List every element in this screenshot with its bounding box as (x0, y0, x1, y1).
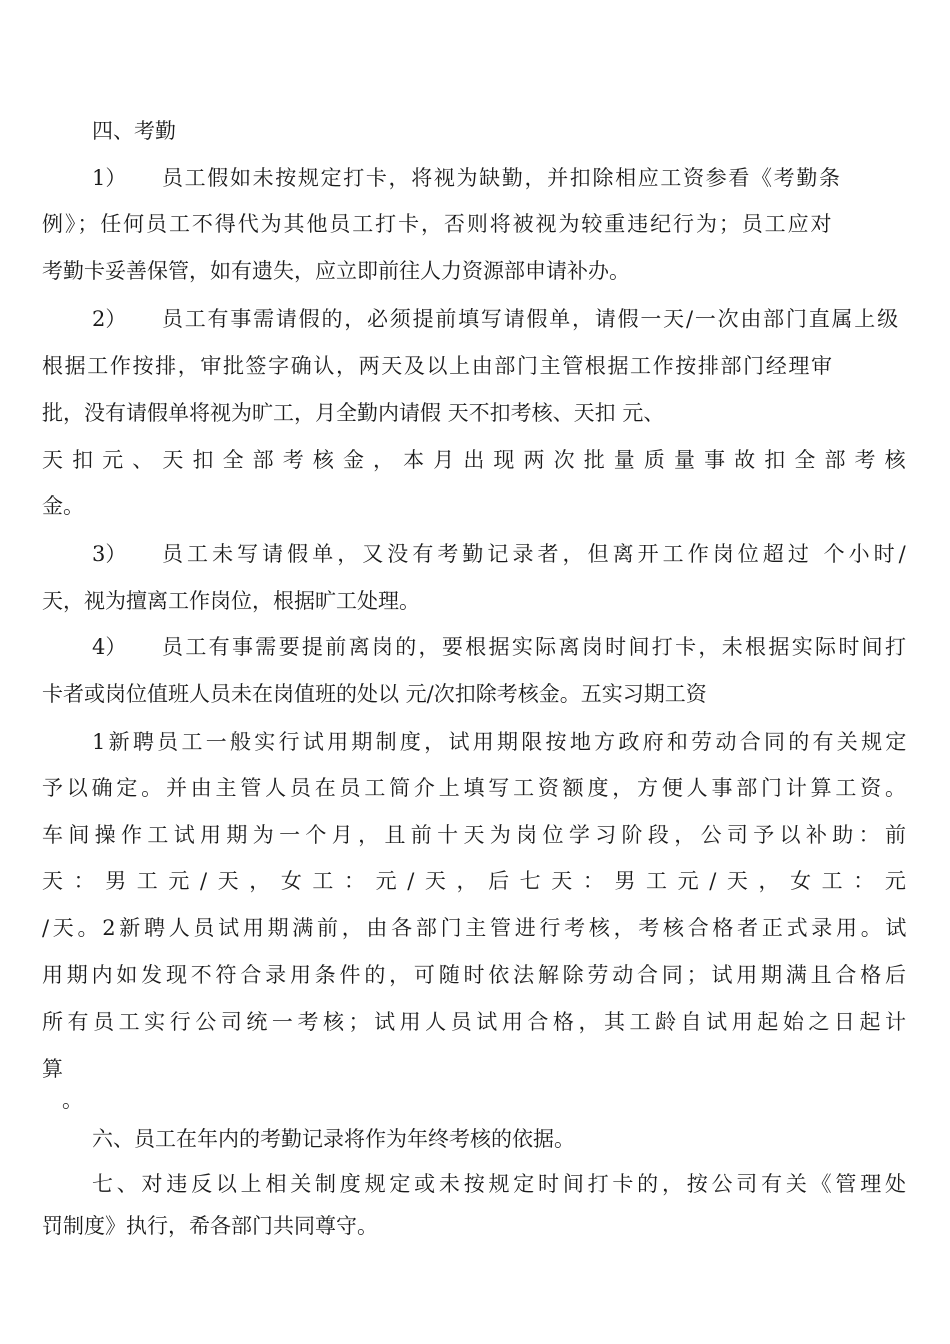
paragraph-line: 金。 (42, 494, 84, 518)
char: 本 (403, 448, 425, 472)
char: 月 (433, 448, 455, 472)
paragraph-line: /天。2新聘人员试用期满前，由各部门主管进行考核，考核合格者正式录用。试 (42, 916, 911, 940)
paragraph-line-justified (42, 450, 906, 471)
char: 女 (790, 869, 812, 893)
char: 天 (726, 869, 748, 893)
paragraph-line-justified (42, 871, 906, 892)
paragraph-line: 员工有事需请假的，必须提前填写请假单，请假一天/一次由部门直属上级 (162, 307, 900, 331)
paragraph-line: 。 (62, 1088, 83, 1112)
char: ， (249, 869, 271, 893)
char: 故 (734, 448, 756, 472)
char: 天 (217, 869, 239, 893)
item-number: 1） (92, 166, 127, 190)
char: ， (456, 869, 478, 893)
paragraph-line: 员工假如未按规定打卡，将视为缺勤，并扣除相应工资参看《考勤条 (162, 166, 842, 190)
paragraph-line: 员工未写请假单，又没有考勤记录者，但离开工作岗位超过 个小时/ (162, 542, 910, 566)
char: / (407, 869, 415, 893)
paragraph-line: 算 (42, 1057, 63, 1081)
char: 批 (583, 448, 605, 472)
char: ， (373, 448, 395, 472)
char: 扣 (764, 448, 786, 472)
char: 元 (677, 869, 699, 893)
char: 天 (424, 869, 446, 893)
paragraph-line: 所有员工实行公司统一考核；试用人员试用合格，其工龄自试用起始之日起计 (42, 1010, 911, 1034)
char: 次 (553, 448, 575, 472)
char: 金 (342, 448, 364, 472)
char: 现 (493, 448, 515, 472)
char: 核 (884, 448, 906, 472)
char: 扣 (72, 448, 94, 472)
char: 男 (105, 869, 127, 893)
section-heading: 四、考勤 (92, 119, 176, 143)
char: 两 (523, 448, 545, 472)
char: 元 (884, 869, 906, 893)
char: 工 (136, 869, 158, 893)
char: 男 (614, 869, 636, 893)
char: 部 (824, 448, 846, 472)
char: 全 (222, 448, 244, 472)
char: ， (758, 869, 780, 893)
char: 天 (162, 448, 184, 472)
paragraph-line: 员工有事需要提前离岗的，要根据实际离岗时间打卡，未根据实际时间打 (162, 635, 909, 659)
char: 天 (551, 869, 573, 893)
item-number: 4） (92, 635, 127, 659)
paragraph-line: 1新聘员工一般实行试用期制度，试用期限按地方政府和劳动合同的有关规定 (92, 730, 910, 754)
char: 元 (375, 869, 397, 893)
paragraph-line: 例》；任何员工不得代为其他员工打卡，否则将被视为较重违纪行为；员工应对 (42, 212, 834, 236)
item-number: 3） (92, 542, 127, 566)
char: 工 (821, 869, 843, 893)
paragraph-line: 用期内如发现不符合录用条件的，可随时依法解除劳动合同；试用期满且合格后 (42, 963, 910, 987)
char: 质 (643, 448, 665, 472)
char: 女 (280, 869, 302, 893)
char: ： (344, 869, 366, 893)
char: 考 (282, 448, 304, 472)
char: 七 (519, 869, 541, 893)
char: 量 (613, 448, 635, 472)
char: 扣 (192, 448, 214, 472)
char: 天 (42, 869, 63, 893)
section-heading: 六、员工在年内的考勤记录将作为年终考核的依据。 (92, 1127, 575, 1151)
paragraph-line: 根据工作按排，审批签字确认，两天及以上由部门主管根据工作按排部门经理审 (42, 354, 834, 378)
char: 工 (312, 869, 334, 893)
char: ： (73, 869, 95, 893)
char: 出 (463, 448, 485, 472)
char: 事 (704, 448, 726, 472)
paragraph-line: 罚制度》执行，希各部门共同尊守。 (42, 1214, 378, 1238)
paragraph-line: 七、对违反以上相关制度规定或未按规定时间打卡的，按公司有关《管理处 (92, 1172, 910, 1196)
paragraph-line: 卡者或岗位值班人员未在岗值班的处以 元/次扣除考核金。五实习期工资 (42, 682, 707, 706)
char: 工 (646, 869, 668, 893)
paragraph-line: 天，视为擅离工作岗位，根据旷工处理。 (42, 589, 420, 613)
char: 考 (854, 448, 876, 472)
char: / (199, 869, 208, 893)
char: ： (853, 869, 875, 893)
char: ： (582, 869, 604, 893)
paragraph-line: 予以确定。并由主管人员在员工简介上填写工资额度，方便人事部门计算工资。 (42, 776, 910, 800)
char: 量 (673, 448, 695, 472)
char: 元 (102, 448, 124, 472)
char: 全 (794, 448, 816, 472)
paragraph-line: 考勤卡妥善保管，如有遗失，应立即前往人力资源部申请补办。 (42, 259, 630, 283)
paragraph-line: 批，没有请假单将视为旷工，月全勤内请假 天不扣考核、天扣 元、 (42, 401, 665, 425)
item-number: 2） (92, 307, 127, 331)
char: / (709, 869, 717, 893)
char: 后 (488, 869, 510, 893)
char: 元 (168, 869, 190, 893)
char: 天 (42, 448, 63, 472)
char: 、 (132, 448, 154, 472)
paragraph-line: 车间操作工试用期为一个月，且前十天为岗位学习阶段，公司予以补助：前 (42, 823, 912, 847)
char: 部 (252, 448, 274, 472)
char: 核 (312, 448, 334, 472)
